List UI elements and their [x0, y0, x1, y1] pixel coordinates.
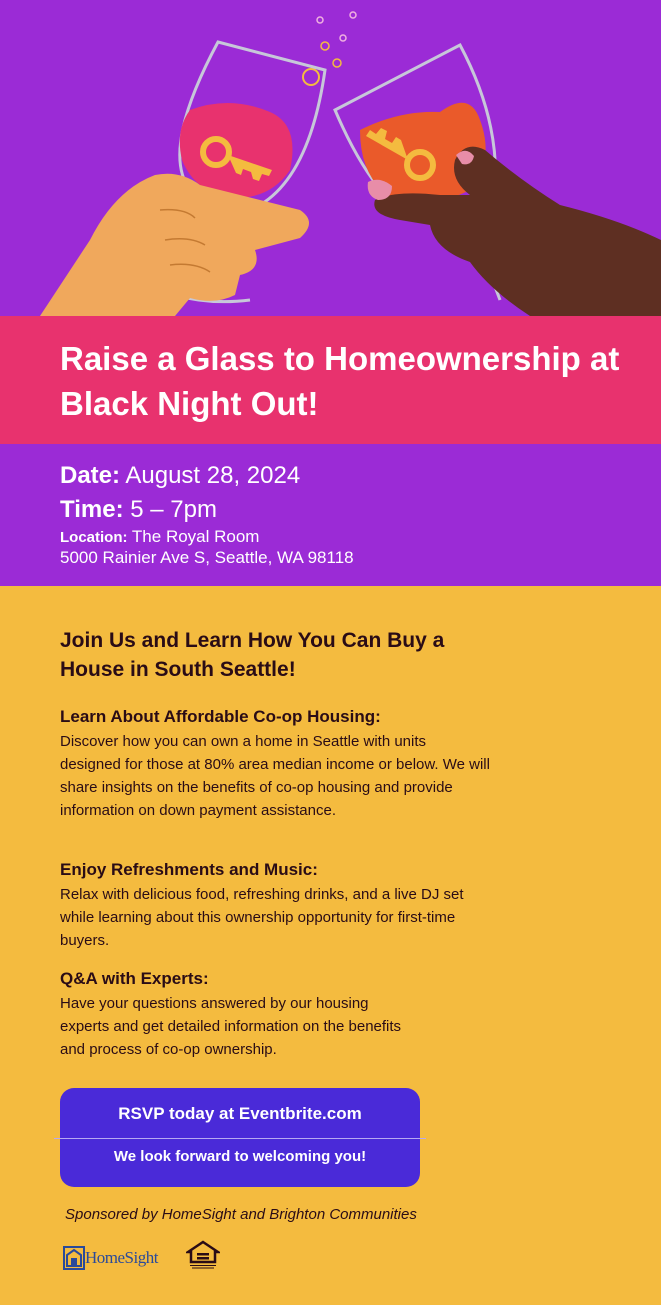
section-body: Have your questions answered by our housing experts and get detailed information on the benefits and process of co-op ownership. — [60, 995, 402, 1058]
location-label: Location: — [60, 529, 128, 546]
main-content — [0, 586, 661, 1305]
section-heading: Enjoy Refreshments and Music: — [60, 860, 318, 879]
event-address: 5000 Rainier Ave S, Seattle, WA 98118 — [60, 548, 354, 567]
rsvp-welcome-text: We look forward to welcoming you! — [113, 1148, 367, 1165]
event-date — [60, 462, 300, 490]
section-body: Relax with delicious food, refreshing drinks, and a live DJ set while learning about this ownership opportunity for first-time buyers. — [60, 886, 464, 949]
event-time — [60, 496, 217, 524]
event-location — [60, 527, 259, 547]
rsvp-button[interactable] — [60, 1088, 420, 1187]
headline: Join Us and Learn How You Can Buy a House in South Seattle! — [60, 629, 445, 681]
section-heading: Q&A with Experts: — [60, 969, 209, 988]
homesight-logo — [63, 1244, 167, 1272]
event-details — [0, 444, 661, 586]
date-value: August 28, 2024 — [125, 462, 301, 489]
homesight-wordmark: HomeSight — [85, 1248, 158, 1267]
toasting-glasses-illustration — [0, 0, 661, 316]
page-title: Raise a Glass to Homeownership at Black Night Out! — [60, 340, 620, 422]
hero-illustration — [0, 0, 661, 316]
section-body: Discover how you can own a home in Seattle with units designed for those at 80% area median income or below. We will share insights on the benefits of co-op housing and provide information on down payment assistance. — [60, 733, 490, 819]
time-label: Time: — [60, 496, 124, 523]
date-label: Date: — [60, 462, 121, 489]
time-value: 5 – 7pm — [130, 496, 217, 523]
homesight-house-icon — [63, 1246, 85, 1270]
title-banner — [0, 316, 661, 444]
section-heading: Learn About Affordable Co-op Housing: — [60, 707, 381, 726]
divider — [54, 1138, 426, 1139]
sponsor-text: Sponsored by HomeSight and Brighton Communities — [65, 1206, 417, 1223]
rsvp-link-text[interactable]: RSVP today at Eventbrite.com — [118, 1104, 362, 1123]
equal-housing-icon — [186, 1240, 220, 1270]
location-value: The Royal Room — [131, 527, 260, 546]
